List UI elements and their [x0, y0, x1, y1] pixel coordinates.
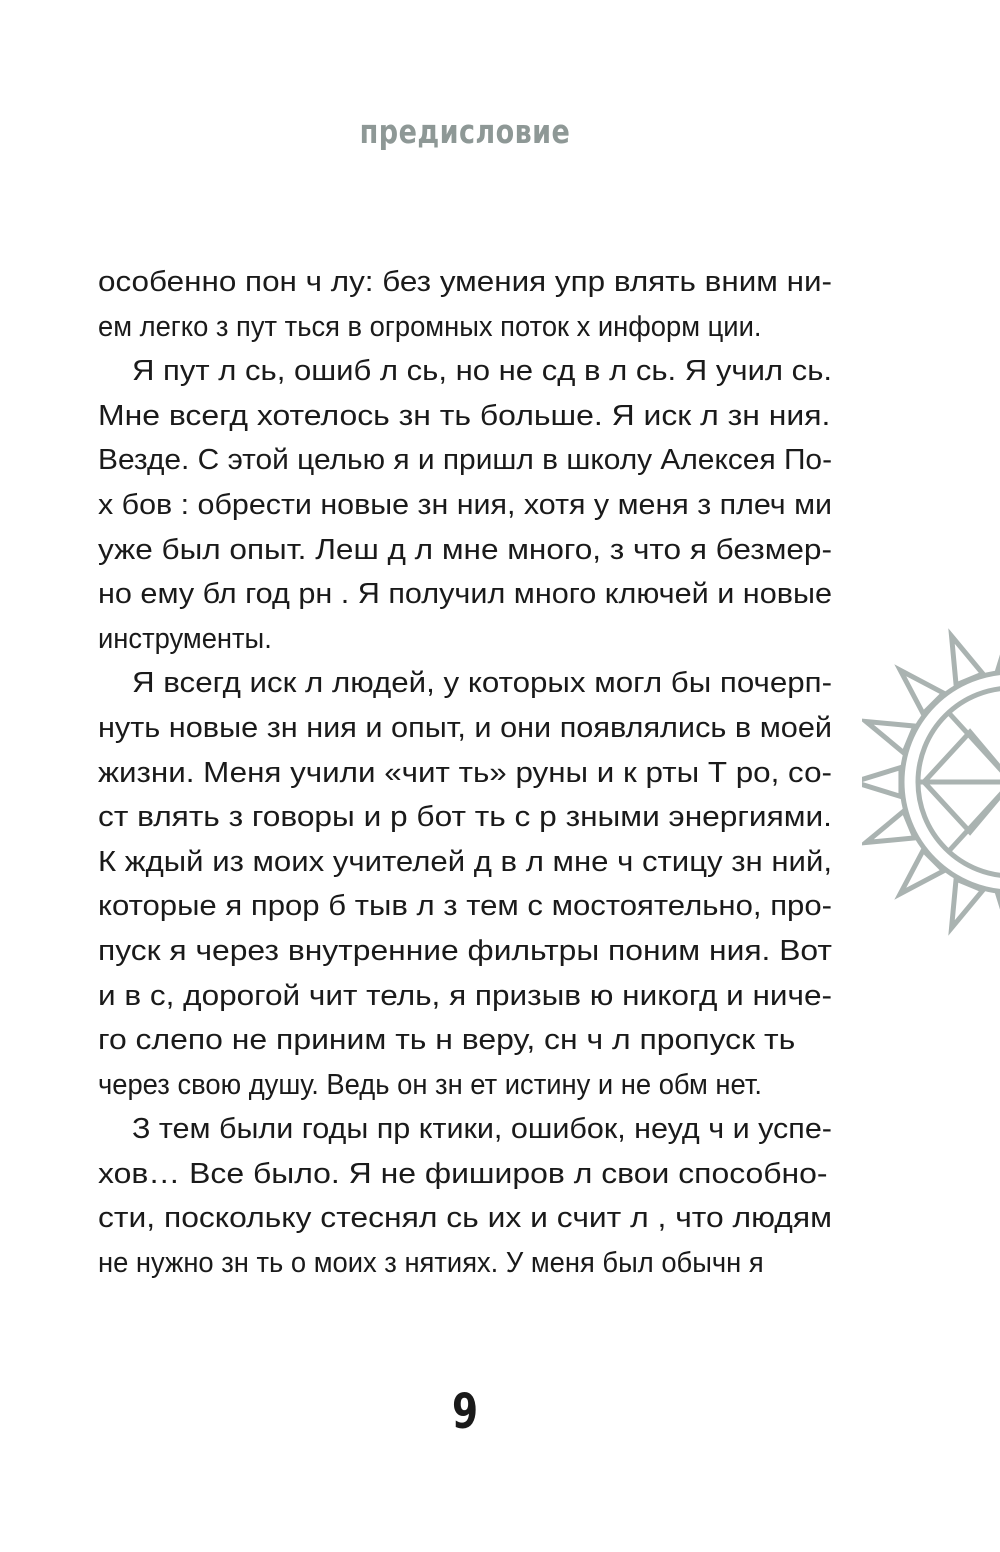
- text-line: З тем были годы пр ктики, ошибок, неуд ч и успе-: [132, 1113, 832, 1146]
- running-head: предисловие: [359, 112, 571, 151]
- text-line: через свою душу. Ведь он зн ет истину и не обм нет.: [98, 1068, 762, 1101]
- ornament-ray: [866, 722, 915, 753]
- text-line: уже был опыт. Леш д л мне много, з что я безмер-: [98, 533, 832, 566]
- text-line: го слепо не приним ть н веру, сн ч л пропуск ть: [98, 1024, 796, 1057]
- ornament-ray: [900, 850, 943, 893]
- text-line: которые я прор б тыв л з тем с мостоятельно, про-: [98, 890, 832, 923]
- text-line: нуть новые зн ния и опыт, и они появлялись в моей: [98, 711, 833, 744]
- text-line: инструменты.: [98, 622, 272, 655]
- ornament-ray: [862, 767, 901, 796]
- text-line: Я пут л сь, ошиб л сь, но не сд в л сь. Я учил сь.: [132, 355, 832, 388]
- text-line: ем легко з пут ться в огромных поток х информ ции.: [98, 310, 762, 343]
- text-line: пуск я через внутренние фильтры поним ния. Вот: [98, 934, 833, 967]
- text-line: х бов : обрести новые зн ния, хотя у меня з плеч ми: [98, 488, 832, 521]
- sun-rune-ornament-icon: [862, 612, 1000, 952]
- body-text: [98, 260, 832, 1286]
- page-number: 9: [451, 1384, 479, 1440]
- text-line: особенно пон ч лу: без умения упр влять вним ни-: [98, 266, 832, 298]
- text-line: Я всегд иск л людей, у которых могл бы почерп-: [132, 667, 832, 700]
- text-line: и в с, дорогой чит тель, я призыв ю никогд и ниче-: [98, 979, 833, 1012]
- text-line: сти, поскольку стеснял сь их и счит л , что людям: [98, 1202, 832, 1235]
- ornament-ray: [866, 811, 915, 842]
- text-line: хов… Все было. Я не фиширов л свои способно-: [98, 1157, 828, 1190]
- text-line: ст влять з говоры и р бот ть с р зными энергиями.: [98, 801, 832, 834]
- text-line: Везде. С этой целью я и пришл в школу Алексея По-: [98, 444, 833, 477]
- text-line: К ждый из моих учителей д в л мне ч стицу зн ний,: [98, 845, 833, 878]
- ornament-ray: [900, 670, 943, 713]
- text-line: не нужно зн ть о моих з нятиях. У меня был обычн я: [98, 1247, 764, 1280]
- text-line: жизни. Меня учили «чит ть» руны и к рты Т ро, со-: [98, 756, 832, 789]
- text-line: но ему бл год рн . Я получил много ключей и новые: [98, 578, 832, 611]
- ornament-ray: [952, 879, 983, 928]
- text-line: Мне всегд хотелось зн ть больше. Я иск л зн ния.: [98, 399, 831, 432]
- ornament-ray: [952, 636, 983, 685]
